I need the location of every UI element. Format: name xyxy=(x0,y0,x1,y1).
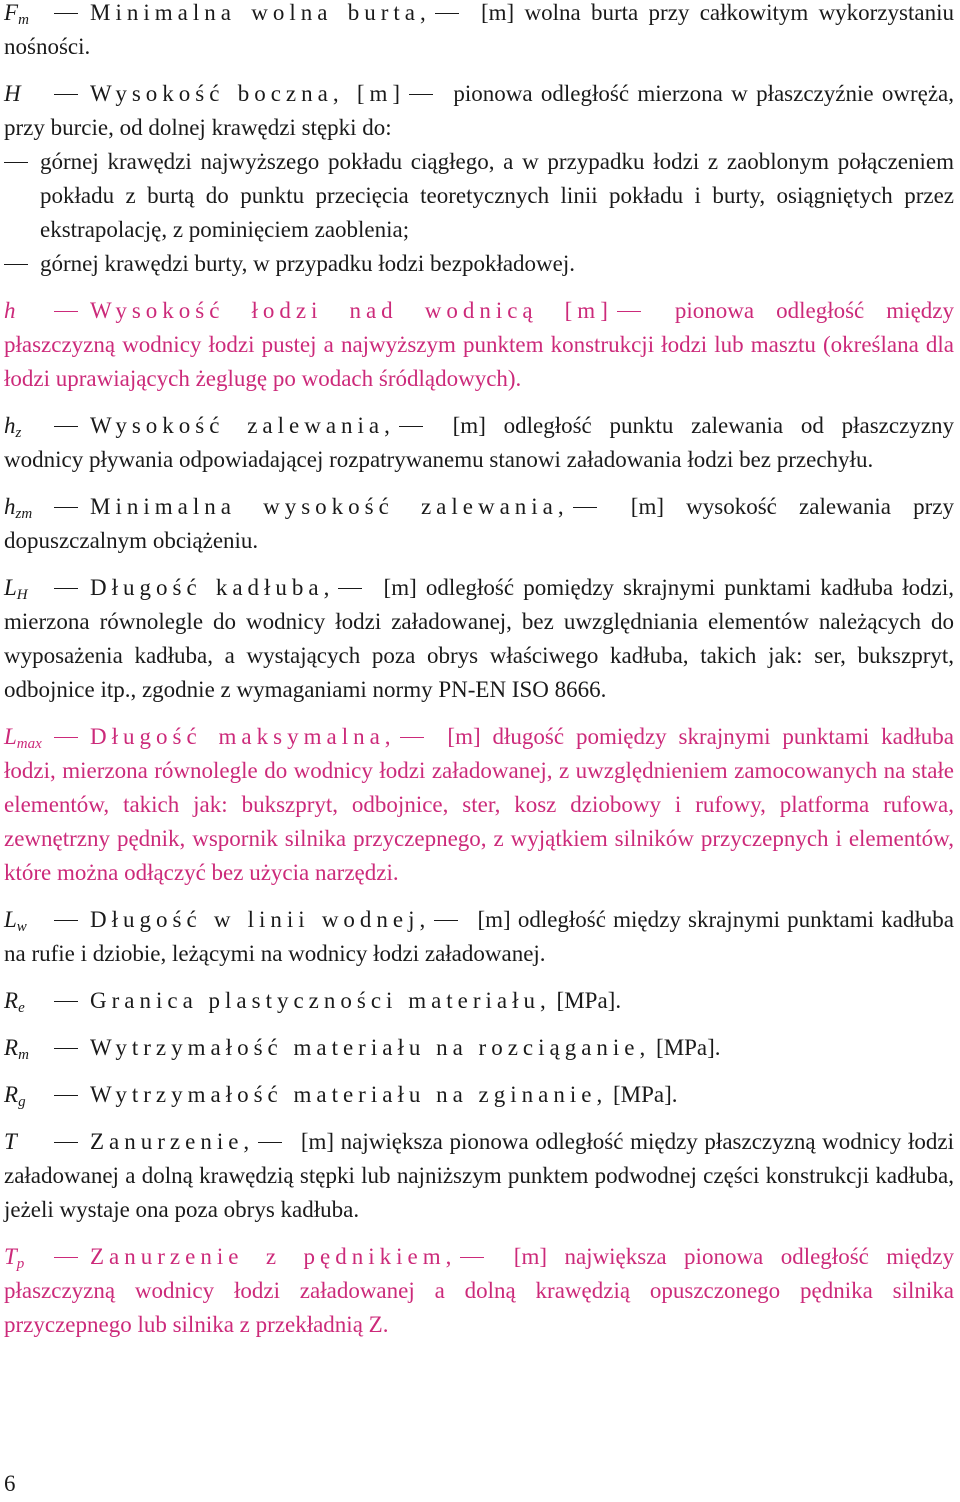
symbol: $L_{max}$ xyxy=(4,724,42,752)
definition-tp xyxy=(4,1240,954,1342)
dash xyxy=(54,1095,78,1096)
definition-hzm xyxy=(4,490,954,558)
description: [m] wysokość zalewania przy dopuszczalnym obciążeniu. xyxy=(4,494,954,553)
bullet-item: górnej krawędzi najwyższego pokładu ciągłego, a w przypadku łodzi z zaoblonym połączeniem pokładu z burtą do punktu przecięcia teoretycznych linii pokładu i burty, osiągniętych przez ekstrapolację, z pominięciem zaoblenia; xyxy=(4,145,954,247)
dash xyxy=(400,737,424,738)
term: Wysokość boczna, [m] xyxy=(90,81,406,106)
dash xyxy=(54,311,78,312)
dash xyxy=(54,507,78,508)
definition-rg xyxy=(4,1078,954,1112)
description: [m] wolna burta przy całkowitym wykorzystaniu nośności. xyxy=(4,0,954,59)
term: Długość w linii wodnej, xyxy=(90,907,431,932)
term: Wytrzymałość materiału na rozciąganie, xyxy=(90,1035,651,1060)
description: [MPa]. xyxy=(550,988,622,1013)
dash xyxy=(54,1001,78,1002)
description: [m] odległość między skrajnymi punktami kadłuba na rufie i dziobie, leżącymi na wodnicy łodzi załadowanej. xyxy=(4,907,954,966)
definition-lw xyxy=(4,903,954,971)
symbol: $R_m$ xyxy=(4,1035,29,1063)
dash xyxy=(460,1257,484,1258)
description: pionowa odległość między płaszczyzną wodnicy łodzi pustej a najwyższym punktem konstrukcji łodzi lub masztu (określana dla łodzi uprawiających żeglugę po wodach śródlądowych). xyxy=(4,298,954,391)
definition-lmax xyxy=(4,720,954,890)
dash xyxy=(54,13,78,14)
description: pionowa odległość mierzona w płaszczyźnie owręża, przy burcie, od dolnej krawędzi stępki do: xyxy=(4,81,954,140)
description: [MPa]. xyxy=(607,1082,678,1107)
term: Wysokość zalewania, xyxy=(90,413,395,438)
dash xyxy=(54,920,78,921)
symbol: $h_z$ xyxy=(4,413,22,441)
dash xyxy=(573,507,597,508)
dash xyxy=(617,311,641,312)
dash xyxy=(54,588,78,589)
dash xyxy=(434,920,458,921)
symbol: $R_g$ xyxy=(4,1082,26,1110)
term: Długość kadłuba, xyxy=(90,575,335,600)
definition-h-boczna xyxy=(4,77,954,281)
description: [MPa]. xyxy=(650,1035,721,1060)
symbol: $L_w$ xyxy=(4,907,27,935)
description: [m] odległość punktu zalewania od płaszczyzny wodnicy pływania odpowiadającej rozpatrywanemu stanowi załadowania łodzi bez przechyłu. xyxy=(4,413,955,472)
definition-hz xyxy=(4,409,954,477)
term: Granica plastyczności materiału, xyxy=(90,988,551,1013)
description: [m] największa pionowa odległość między płaszczyzną wodnicy łodzi załadowanej a dolną krawędzią stępki lub najniższym punktem podwodnej części konstrukcji kadłuba, jeżeli wystaje ona poza obrys kadłuba. xyxy=(4,1129,954,1222)
symbol: $L_H$ xyxy=(4,575,28,603)
definition-fm xyxy=(4,0,954,64)
dash xyxy=(54,426,78,427)
term: Minimalna wysokość zalewania, xyxy=(90,494,569,519)
dash xyxy=(338,588,362,589)
description: [m] długość pomiędzy skrajnymi punktami kadłuba łodzi, mierzona równolegle do wodnicy łodzi załadowanej, z uwzględnieniem zamocowanych na stałe elementów, takich jak: bukszpryt, odbojnice, ster, kosz dziobowy i rufowy, platforma rufowa, zewnętrzny pędnik, wspornik silnika przyczepnego, z wyjątkiem silników przyczepnych i elementów, które można odłączyć bez użycia narzędzi. xyxy=(4,724,954,885)
dash xyxy=(409,94,433,95)
description: [m] największa pionowa odległość między płaszczyzną wodnicy łodzi załadowanej a dolną krawędzią opuszczonego pędnika silnika przyczepnego lub silnika z przekładnią Z. xyxy=(4,1244,954,1337)
definition-t xyxy=(4,1125,954,1227)
page-number: 6 xyxy=(4,1471,16,1496)
definition-rm xyxy=(4,1031,954,1065)
dash xyxy=(54,1257,78,1258)
dash xyxy=(54,737,78,738)
term: Zanurzenie z pędnikiem, xyxy=(90,1244,457,1269)
definitions-list xyxy=(4,0,954,1355)
symbol: T xyxy=(4,1129,17,1154)
definition-lh xyxy=(4,571,954,707)
description: [m] odległość pomiędzy skrajnymi punktami kadłuba łodzi, mierzona równolegle do wodnicy łodzi załadowanej, bez uwzględniania elementów należących do wyposażenia kadłuba, a wystających poza obrys właściwego kadłuba, takich jak: ser, bukszpryt, odbojnice itp., zgodnie z wymaganiami normy PN-EN ISO 8666. xyxy=(4,575,955,702)
dash xyxy=(399,426,423,427)
bullet-item: górnej krawędzi burty, w przypadku łodzi bezpokładowej. xyxy=(4,247,954,281)
symbol: $R_e$ xyxy=(4,988,25,1016)
definition-re xyxy=(4,984,954,1018)
symbol: h xyxy=(4,298,16,323)
term: Wysokość łodzi nad wodnicą [m] xyxy=(90,298,613,323)
term: Zanurzenie, xyxy=(90,1129,255,1154)
symbol: $T_p$ xyxy=(4,1244,25,1272)
term: Wytrzymałość materiału na zginanie, xyxy=(90,1082,608,1107)
symbol: $h_{zm}$ xyxy=(4,494,33,522)
symbol: $F_m$ xyxy=(4,0,29,28)
dash xyxy=(435,13,459,14)
term: Minimalna wolna burta, xyxy=(90,0,431,25)
definition-h-nad-wodnica xyxy=(4,294,954,396)
symbol: H xyxy=(4,81,21,106)
term: Długość maksymalna, xyxy=(90,724,396,749)
dash xyxy=(54,1048,78,1049)
dash xyxy=(54,94,78,95)
dash xyxy=(258,1142,282,1143)
dash xyxy=(54,1142,78,1143)
